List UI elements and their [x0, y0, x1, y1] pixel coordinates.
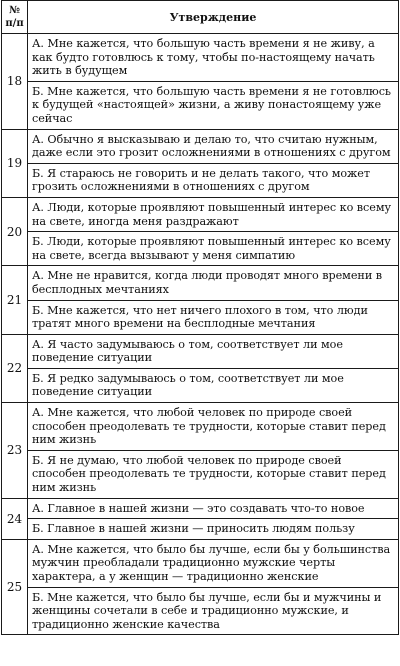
number-header-symbol: № — [9, 5, 20, 16]
statement-option-a[interactable]: А. Мне кажется, что было бы лучше, если бы у большинства мужчин преобладали традиционно мужские черты характера, а у женщин — традиционно женские — [28, 539, 399, 587]
statement-option-b[interactable]: Б. Я редко задумываюсь о том, соответствует ли мое поведение ситуации — [28, 368, 399, 402]
statement-option-b[interactable]: Б. Мне кажется, что нет ничего плохого в том, что люди тратят много времени на бесплодные мечтания — [28, 300, 399, 334]
statement-row-a — [2, 129, 399, 163]
statement-row-a — [2, 498, 399, 519]
item-number: 18 — [2, 34, 28, 130]
item-number: 24 — [2, 498, 28, 539]
statement-option-b[interactable]: Б. Главное в нашей жизни — приносить людям пользу — [28, 519, 399, 540]
statement-option-a[interactable]: А. Мне кажется, что любой человек по природе своей способен преодолевать те трудности, которые ставит перед ним жизнь — [28, 403, 399, 451]
item-number: 22 — [2, 334, 28, 402]
statement-option-b[interactable]: Б. Люди, которые проявляют повышенный интерес ко всему на свете, всегда вызывают у меня симпатию — [28, 232, 399, 266]
statement-option-b[interactable]: Б. Мне кажется, что было бы лучше, если бы и мужчины и женщины сочетали в себе и традиционно мужские, и традиционно женские качества — [28, 587, 399, 635]
statement-row-a — [2, 266, 399, 300]
statement-row-b — [2, 519, 399, 540]
statement-option-b[interactable]: Б. Я не думаю, что любой человек по природе своей способен преодолевать те трудности, которые ставит перед ним жизнь — [28, 450, 399, 498]
statement-row-b — [2, 300, 399, 334]
statement-option-a[interactable]: А. Мне кажется, что большую часть времени я не живу, а как будто готовлюсь к тому, чтобы по-настоящему начать жить в будущем — [28, 34, 399, 82]
statement-row-b — [2, 232, 399, 266]
statement-option-a[interactable]: А. Я часто задумываюсь о том, соответствует ли мое поведение ситуации — [28, 334, 399, 368]
statements-table — [1, 0, 399, 635]
statement-option-a[interactable]: А. Обычно я высказываю и делаю то, что считаю нужным, даже если это грозит осложнениями в отношениях с другом — [28, 129, 399, 163]
item-number: 21 — [2, 266, 28, 334]
statement-option-a[interactable]: А. Люди, которые проявляют повышенный интерес ко всему на свете, иногда меня раздражают — [28, 197, 399, 231]
item-number: 19 — [2, 129, 28, 197]
statement-row-b — [2, 163, 399, 197]
statement-row-a — [2, 403, 399, 451]
statement-option-a[interactable]: А. Главное в нашей жизни — это создавать что-то новое — [28, 498, 399, 519]
statement-option-b[interactable]: Б. Я стараюсь не говорить и не делать такого, что может грозить осложнениями в отношениях с другом — [28, 163, 399, 197]
number-header-abbrev: п/п — [5, 18, 24, 29]
statement-row-b — [2, 368, 399, 402]
number-column-header — [2, 1, 28, 34]
statement-row-b — [2, 587, 399, 635]
statement-row-a — [2, 34, 399, 82]
statement-column-header: Утверждение — [28, 1, 399, 34]
item-number: 25 — [2, 539, 28, 635]
table-header-row — [2, 1, 399, 34]
statement-row-a — [2, 334, 399, 368]
statement-option-b[interactable]: Б. Мне кажется, что большую часть времени я не готовлюсь к будущей «настоящей» жизни, а живу понастоящему уже сейчас — [28, 81, 399, 129]
statement-row-b — [2, 81, 399, 129]
item-number: 23 — [2, 403, 28, 499]
statement-row-b — [2, 450, 399, 498]
statements-body — [2, 34, 399, 635]
statement-option-a[interactable]: А. Мне не нравится, когда люди проводят много времени в бесплодных мечтаниях — [28, 266, 399, 300]
item-number: 20 — [2, 197, 28, 265]
statement-row-a — [2, 197, 399, 231]
statement-row-a — [2, 539, 399, 587]
